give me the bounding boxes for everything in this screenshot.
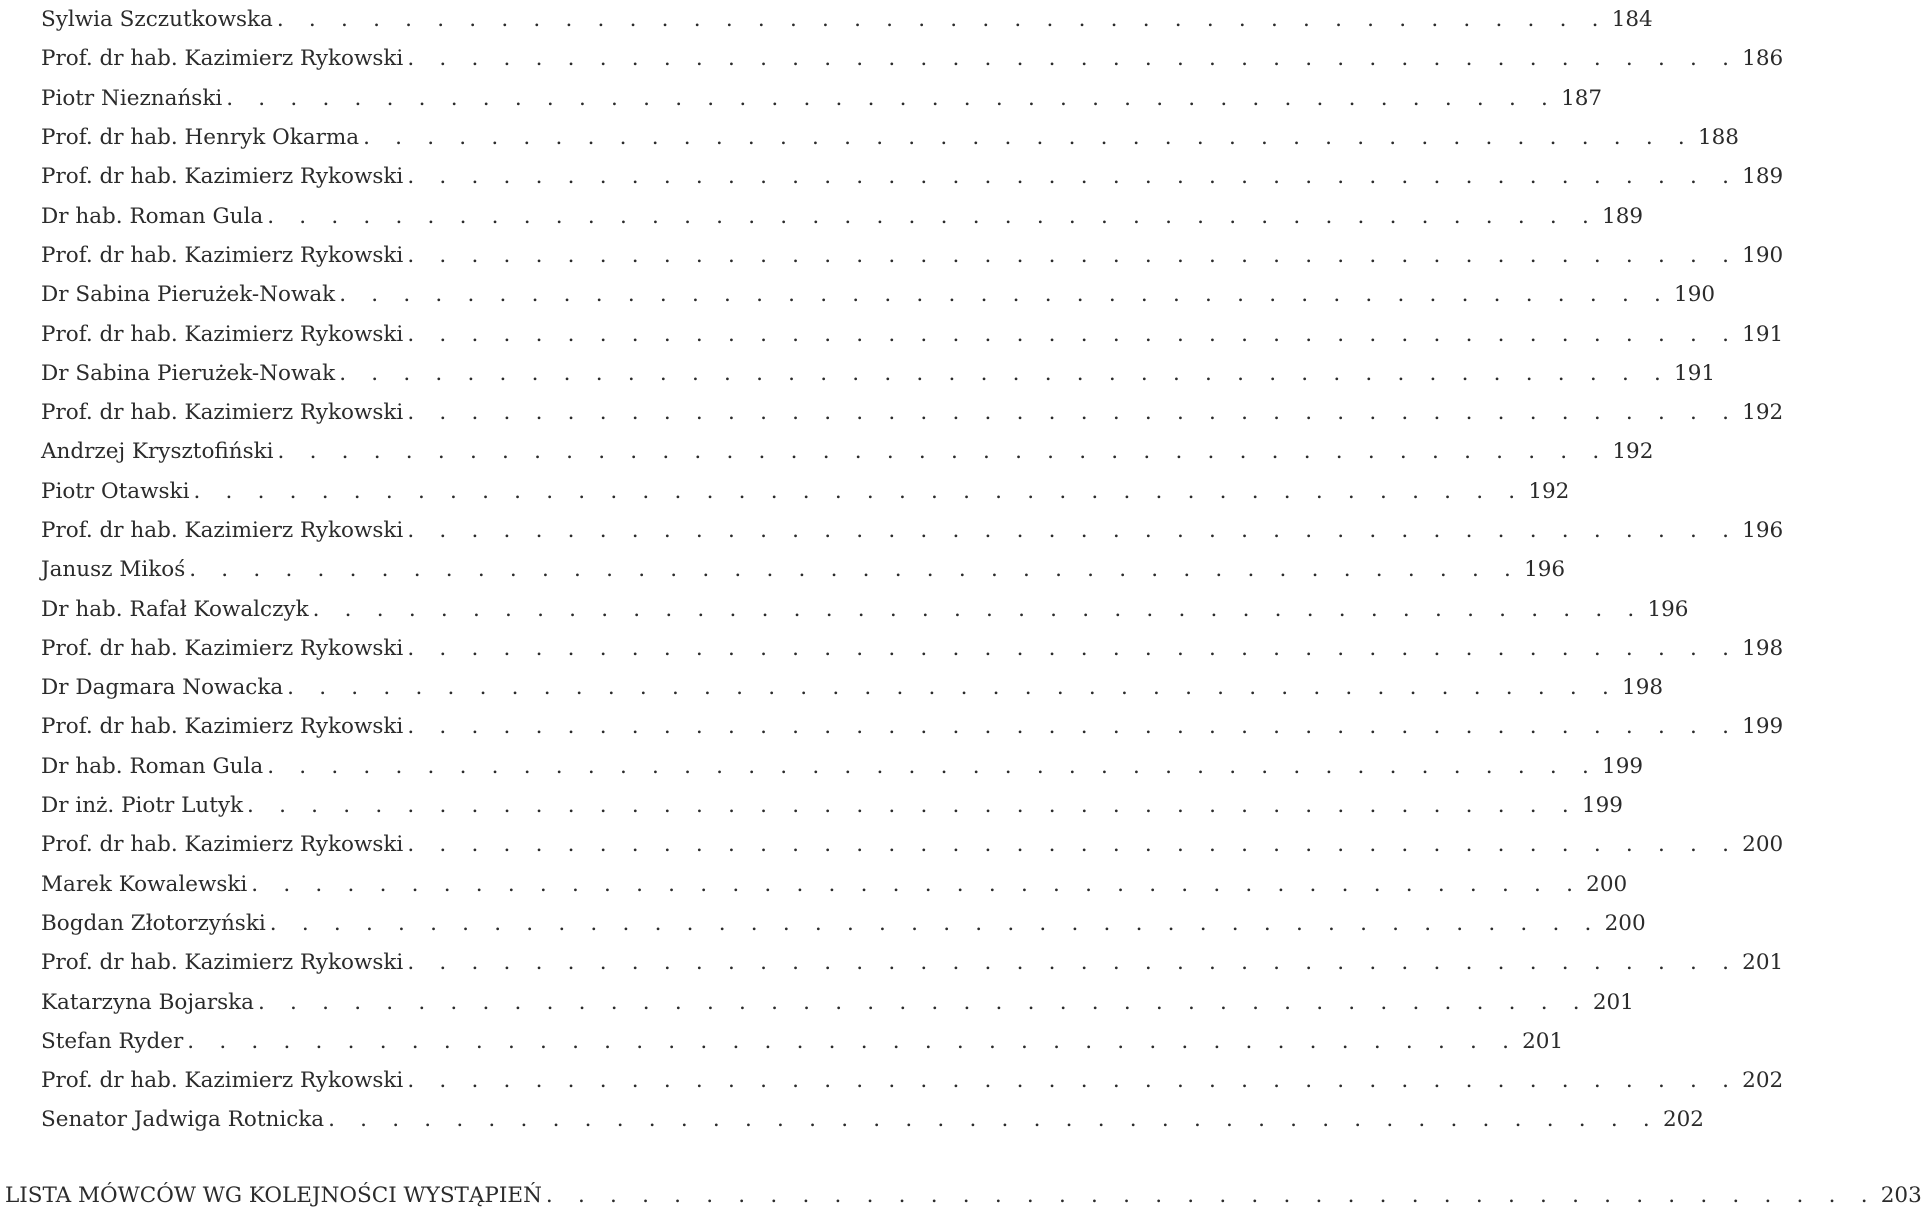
- dot-leader: . . . . . . . . . . . . . . . . . . . . . . . . . . . . . . . . . . . . . . . . . .: [257, 989, 1589, 1015]
- toc-entry-page: 190: [1742, 242, 1784, 268]
- dot-leader: . . . . . . . . . . . . . . . . . . . . . . . . . . . . . . . . . . . . . . . . . .: [363, 125, 1694, 151]
- toc-entry[interactable]: [41, 1100, 1704, 1139]
- dot-leader: . . . . . . . . . . . . . . . . . . . . . . . . . . . . . . . . . . . . . . . . . .: [407, 46, 1739, 72]
- toc-entry[interactable]: [41, 786, 1623, 825]
- dot-leader: . . . . . . . . . . . . . . . . . . . . . . . . . . . . . . . . . . . . . . . . . .: [287, 675, 1619, 701]
- toc-entry-page: 199: [1602, 753, 1644, 779]
- toc-entry[interactable]: [41, 275, 1716, 314]
- toc-entry-page: 200: [1586, 871, 1628, 897]
- toc-final-entry[interactable]: [5, 1177, 1922, 1213]
- toc-entry-page: 192: [1612, 439, 1654, 465]
- dot-leader: . . . . . . . . . . . . . . . . . . . . . . . . . . . . . . . . . . . . . . . . . .: [267, 203, 1599, 229]
- toc-entry-name: Prof. dr hab. Henryk Okarma: [41, 125, 363, 150]
- toc-entry-name: Dr hab. Roman Gula: [41, 754, 267, 779]
- dot-leader: . . . . . . . . . . . . . . . . . . . . . . . . . . . . . . . . . . . . . . . . . .: [407, 950, 1739, 976]
- toc-entry-name: Sylwia Szczutkowska: [41, 7, 277, 32]
- toc-entry-name: Piotr Otawski: [41, 479, 193, 504]
- dot-leader: . . . . . . . . . . . . . . . . . . . . . . . . . . . . . . . . . . . . . . . . . .: [226, 85, 1558, 111]
- dot-leader: . . . . . . . . . . . . . . . . . . . . . . . . . . . . . . . . . . . . . . . . . .: [407, 832, 1739, 858]
- toc-entry-name: Prof. dr hab. Kazimierz Rykowski: [41, 636, 407, 661]
- toc-entry-page: 189: [1602, 203, 1644, 229]
- toc-entry[interactable]: [41, 589, 1689, 628]
- toc-entry-name: Prof. dr hab. Kazimierz Rykowski: [41, 832, 407, 857]
- toc-entry-page: 198: [1742, 635, 1784, 661]
- toc-entry-page: 191: [1742, 321, 1784, 347]
- toc-entry-page: 199: [1581, 793, 1623, 819]
- toc-entry-page: 190: [1674, 282, 1716, 308]
- toc-entry[interactable]: [41, 668, 1664, 707]
- toc-entry-name: Prof. dr hab. Kazimierz Rykowski: [41, 400, 407, 425]
- toc-entry[interactable]: [41, 354, 1716, 393]
- toc-entry-page: 192: [1528, 478, 1570, 504]
- toc-entry[interactable]: [41, 0, 1653, 39]
- toc-entry-page: 199: [1742, 714, 1784, 740]
- toc-entry[interactable]: [41, 747, 1644, 786]
- toc-entry-name: Piotr Nieznański: [41, 86, 226, 111]
- toc-entry-page: 187: [1561, 85, 1603, 111]
- toc-entry[interactable]: [41, 314, 1784, 353]
- toc-entry[interactable]: [41, 393, 1784, 432]
- dot-leader: . . . . . . . . . . . . . . . . . . . . . . . . . . . . . . . . . . . . . . . . . .: [545, 1182, 1877, 1208]
- toc-entry-page: 189: [1742, 164, 1784, 190]
- toc-entry-name: Prof. dr hab. Kazimierz Rykowski: [41, 1068, 407, 1093]
- toc-entry-name: Prof. dr hab. Kazimierz Rykowski: [41, 714, 407, 739]
- dot-leader: . . . . . . . . . . . . . . . . . . . . . . . . . . . . . . . . . . . . . . . . . .: [276, 7, 1608, 33]
- toc-entry-page: 186: [1742, 46, 1784, 72]
- toc-entry-page: 184: [1611, 7, 1653, 33]
- toc-entry-name: Dr hab. Rafał Kowalczyk: [41, 597, 313, 622]
- toc-entry-name: Dr Dagmara Nowacka: [41, 675, 287, 700]
- toc-entry[interactable]: [41, 707, 1784, 746]
- dot-leader: . . . . . . . . . . . . . . . . . . . . . . . . . . . . . . . . . . . . . . . . . .: [189, 557, 1521, 583]
- toc-section-heading: LISTA MÓWCÓW WG KOLEJNOŚCI WYSTĄPIEŃ: [5, 1183, 546, 1208]
- dot-leader: . . . . . . . . . . . . . . . . . . . . . . . . . . . . . . . . . . . . . . . . . .: [193, 478, 1525, 504]
- toc-entry[interactable]: [41, 1061, 1784, 1100]
- toc-entry-name: Marek Kowalewski: [41, 872, 251, 897]
- toc-entry-name: Dr inż. Piotr Lutyk: [41, 793, 247, 818]
- dot-leader: . . . . . . . . . . . . . . . . . . . . . . . . . . . . . . . . . . . . . . . . . .: [247, 793, 1578, 819]
- toc-entry[interactable]: [41, 550, 1566, 589]
- toc-entry-name: Prof. dr hab. Kazimierz Rykowski: [41, 950, 407, 975]
- dot-leader: . . . . . . . . . . . . . . . . . . . . . . . . . . . . . . . . . . . . . . . . . .: [187, 1028, 1519, 1054]
- dot-leader: . . . . . . . . . . . . . . . . . . . . . . . . . . . . . . . . . . . . . . . . . .: [339, 360, 1671, 386]
- toc-entry-page: 203: [1880, 1182, 1922, 1208]
- toc-entry-page: 196: [1647, 596, 1689, 622]
- toc-entry[interactable]: [41, 943, 1784, 982]
- toc-entry-name: Dr Sabina Pierużek-Nowak: [41, 282, 339, 307]
- dot-leader: . . . . . . . . . . . . . . . . . . . . . . . . . . . . . . . . . . . . . . . . . .: [269, 910, 1601, 936]
- toc-entry-page: 200: [1604, 910, 1646, 936]
- toc-entry-page: 188: [1697, 125, 1739, 151]
- toc-entry-page: 196: [1742, 518, 1784, 543]
- toc-entry-name: Dr hab. Roman Gula: [41, 204, 267, 229]
- toc-entry-name: Prof. dr hab. Kazimierz Rykowski: [41, 518, 407, 543]
- toc-entry[interactable]: [41, 1022, 1564, 1061]
- toc-entry[interactable]: [41, 865, 1628, 904]
- toc-entry-name: Janusz Mikoś: [41, 557, 189, 582]
- toc-entry[interactable]: [41, 511, 1784, 550]
- dot-leader: . . . . . . . . . . . . . . . . . . . . . . . . . . . . . . . . . . . . . . . . . .: [339, 282, 1671, 308]
- toc-entry[interactable]: [41, 79, 1603, 118]
- toc-entry-name: Andrzej Krysztofiński: [41, 439, 278, 464]
- toc-entry-name: Prof. dr hab. Kazimierz Rykowski: [41, 322, 407, 347]
- toc-entry[interactable]: [41, 904, 1646, 943]
- toc-entry-name: Katarzyna Bojarska: [41, 990, 258, 1015]
- dot-leader: . . . . . . . . . . . . . . . . . . . . . . . . . . . . . . . . . . . . . . . . . .: [407, 242, 1739, 268]
- toc-entry[interactable]: [41, 982, 1634, 1021]
- dot-leader: . . . . . . . . . . . . . . . . . . . . . . . . . . . . . . . . . . . . . . . . . .: [251, 871, 1583, 897]
- dot-leader: . . . . . . . . . . . . . . . . . . . . . . . . . . . . . . . . . . . . . . . . . .: [277, 439, 1609, 465]
- toc-entry-name: Prof. dr hab. Kazimierz Rykowski: [41, 46, 407, 71]
- toc-entry-page: 201: [1522, 1028, 1564, 1054]
- toc-entry-name: Stefan Ryder: [41, 1029, 187, 1054]
- toc-entry-page: 201: [1742, 950, 1784, 976]
- dot-leader: . . . . . . . . . . . . . . . . . . . . . . . . . . . . . . . . . . . . . . . . . .: [407, 635, 1739, 661]
- dot-leader: . . . . . . . . . . . . . . . . . . . . . . . . . . . . . . . . . . . . . . . . . .: [407, 400, 1739, 426]
- toc-entry-name: Dr Sabina Pierużek-Nowak: [41, 361, 339, 386]
- dot-leader: . . . . . . . . . . . . . . . . . . . . . . . . . . . . . . . . . . . . . . . . . .: [407, 321, 1739, 347]
- toc-entry[interactable]: [41, 629, 1784, 668]
- dot-leader: . . . . . . . . . . . . . . . . . . . . . . . . . . . . . . . . . . . . . . . . . .: [407, 164, 1739, 190]
- toc-entry-page: 198: [1622, 675, 1664, 701]
- dot-leader: . . . . . . . . . . . . . . . . . . . . . . . . . . . . . . . . . . . . . . . . . .: [407, 714, 1739, 740]
- dot-leader: . . . . . . . . . . . . . . . . . . . . . . . . . . . . . . . . . . . . . . . . . .: [407, 518, 1739, 543]
- dot-leader: . . . . . . . . . . . . . . . . . . . . . . . . . . . . . . . . . . . . . . . . . .: [312, 596, 1644, 622]
- dot-leader: . . . . . . . . . . . . . . . . . . . . . . . . . . . . . . . . . . . . . . . . . .: [407, 1068, 1739, 1094]
- toc-entry-name: Bogdan Złotorzyński: [41, 911, 270, 936]
- toc-entry[interactable]: [41, 157, 1784, 196]
- toc-entry-name: Prof. dr hab. Kazimierz Rykowski: [41, 164, 407, 189]
- dot-leader: . . . . . . . . . . . . . . . . . . . . . . . . . . . . . . . . . . . . . . . . . .: [267, 753, 1599, 779]
- toc-entry-page: 202: [1742, 1068, 1784, 1094]
- dot-leader: . . . . . . . . . . . . . . . . . . . . . . . . . . . . . . . . . . . . . . . . . .: [328, 1107, 1659, 1133]
- toc-entry-page: 192: [1742, 400, 1784, 426]
- toc-entry-name: Prof. dr hab. Kazimierz Rykowski: [41, 243, 407, 268]
- toc-entry-page: 202: [1662, 1107, 1704, 1133]
- toc-entry[interactable]: [41, 825, 1784, 864]
- toc-entry-page: 200: [1742, 832, 1784, 858]
- toc-entry[interactable]: [41, 236, 1784, 275]
- toc-entry-page: 196: [1524, 557, 1566, 583]
- toc-entry-page: 191: [1674, 360, 1716, 386]
- toc-entry-name: Senator Jadwiga Rotnicka: [41, 1107, 328, 1132]
- toc-entry[interactable]: [41, 118, 1739, 157]
- toc-entry-page: 201: [1592, 989, 1634, 1015]
- toc-entry[interactable]: [41, 196, 1644, 235]
- toc-entry[interactable]: [41, 472, 1570, 511]
- toc-entry[interactable]: [41, 432, 1654, 471]
- table-of-contents: [41, 0, 1784, 1140]
- toc-entry[interactable]: [41, 39, 1784, 78]
